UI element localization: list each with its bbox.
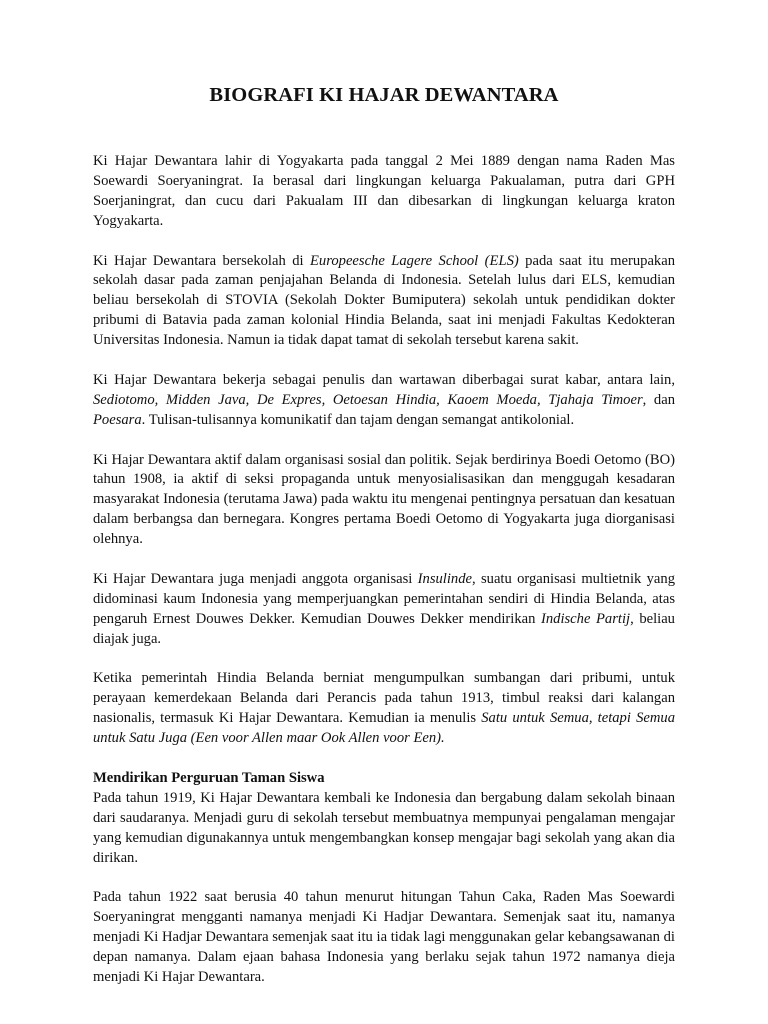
paragraph-italic-text: Europeesche Lagere School (ELS): [310, 252, 519, 269]
paragraph-text: Pada tahun 1922 saat berusia 40 tahun menurut hitungan Tahun Caka, Raden Mas Soewardi Soeryaningrat mengganti namanya menjadi Ki Hadjar Dewantara. Semenjak saat itu, namanya menjadi Ki Hadjar Dewantara semenjak saat itu ia tidak lagi menggunakan gelar kebangsawanan di depan namanya. Dalam ejaan bahasa Indonesia yang berlaku sejak tahun 1972 namanya dieja menjadi Ki Hajar Dewantara.: [93, 889, 675, 986]
paragraph: [93, 789, 675, 869]
paragraph-text: Ki Hajar Dewantara lahir di Yogyakarta pada tanggal 2 Mei 1889 dengan nama Raden Mas Soewardi Soeryaningrat. Ia berasal dari lingkungan keluarga Pakualaman, putra dari GPH Soerjaningrat, dan cucu dari Pakualam III dan dibesarkan di lingkungan keluarga kraton Yogyakarta.: [93, 153, 675, 229]
paragraph-text: Ki Hajar Dewantara juga menjadi anggota organisasi: [93, 570, 418, 587]
intro-paragraphs: [93, 152, 675, 749]
paragraph-italic-text: Indische Partij: [540, 610, 631, 627]
document-page: [93, 84, 675, 1008]
paragraph: [93, 570, 675, 650]
paragraph: [93, 371, 675, 431]
document-title: BIOGRAFI KI HAJAR DEWANTARA: [209, 84, 559, 106]
paragraph-italic-text: Sediotomo, Midden Java, De Expres, Oetoesan Hindia, Kaoem Moeda, Tjahaja Timoer: [93, 391, 643, 408]
paragraph-text: Ki Hajar Dewantara aktif dalam organisasi sosial dan politik. Sejak berdirinya Boedi Oetomo (BO) tahun 1908, ia aktif di seksi propaganda untuk menyosialisasikan dan menggugah kesadaran masyarakat Indonesia (terutama Jawa) pada waktu itu mengenai pentingnya persatuan dan kesatuan dalam berbangsa dan bernegara. Kongres pertama Boedi Oetomo di Yogyakarta juga diorganisasi olehnya.: [93, 451, 675, 548]
paragraph: [93, 252, 675, 352]
paragraph-text: Ki Hajar Dewantara bersekolah di: [93, 252, 310, 269]
section-heading: Mendirikan Perguruan Taman Siswa: [93, 770, 325, 786]
paragraph: [93, 152, 675, 232]
paragraph-text: , dan: [642, 391, 675, 408]
paragraph-text: pada saat itu merupakan sekolah dasar pada zaman penjajahan Belanda di Indonesia. Setelah lulus dari ELS, kemudian beliau bersekolah di STOVIA (Sekolah Dokter Bumiputera) sekolah untuk pendidikan dokter pribumi di Batavia pada zaman kolonial Hindia Belanda, saat ini menjadi Fakultas Kedokteran Universitas Indonesia. Namun ia tidak dapat tamat di sekolah tersebut karena sakit.: [93, 252, 675, 349]
paragraph-italic-text: Satu untuk Semua, tetapi Semua untuk Satu Juga (Een voor Allen maar Ook Allen voor Een).: [93, 710, 675, 747]
paragraph-italic-text: Poesara: [93, 411, 142, 428]
paragraph: [93, 669, 675, 749]
paragraph-text: , beliau diajak juga.: [93, 610, 675, 647]
paragraph-text: . Tulisan-tulisannya komunikatif dan tajam dengan semangat antikolonial.: [141, 411, 575, 428]
paragraph: [93, 451, 675, 551]
paragraph: [93, 888, 675, 988]
paragraph-text: Ketika pemerintah Hindia Belanda berniat mengumpulkan sumbangan dari pribumi, untuk perayaan kemerdekaan Belanda dari Perancis pada tahun 1913, timbul reaksi dari kalangan nasionalis, termasuk Ki Hajar Dewantara. Kemudian ia menulis: [93, 670, 675, 727]
paragraph-text: Pada tahun 1919, Ki Hajar Dewantara kembali ke Indonesia dan bergabung dalam sekolah binaan dari saudaranya. Menjadi guru di sekolah tersebut membuatnya mempunyai pengalaman mengajar yang kemudian digunakannya untuk mengembangkan konsep mengajar bagi sekolah yang akan dia dirikan.: [93, 789, 675, 866]
paragraph-text: , suatu organisasi multietnik yang didominasi kaum Indonesia yang memperjuangkan pemerintahan sendiri di Hindia Belanda, atas pengaruh Ernest Douwes Dekker. Kemudian Douwes Dekker mendirikan: [93, 570, 675, 627]
paragraph-text: Ki Hajar Dewantara bekerja sebagai penulis dan wartawan diberbagai surat kabar, antara lain,: [93, 371, 675, 388]
section-taman-siswa: [93, 769, 675, 988]
paragraph-italic-text: Insulinde: [417, 570, 472, 587]
